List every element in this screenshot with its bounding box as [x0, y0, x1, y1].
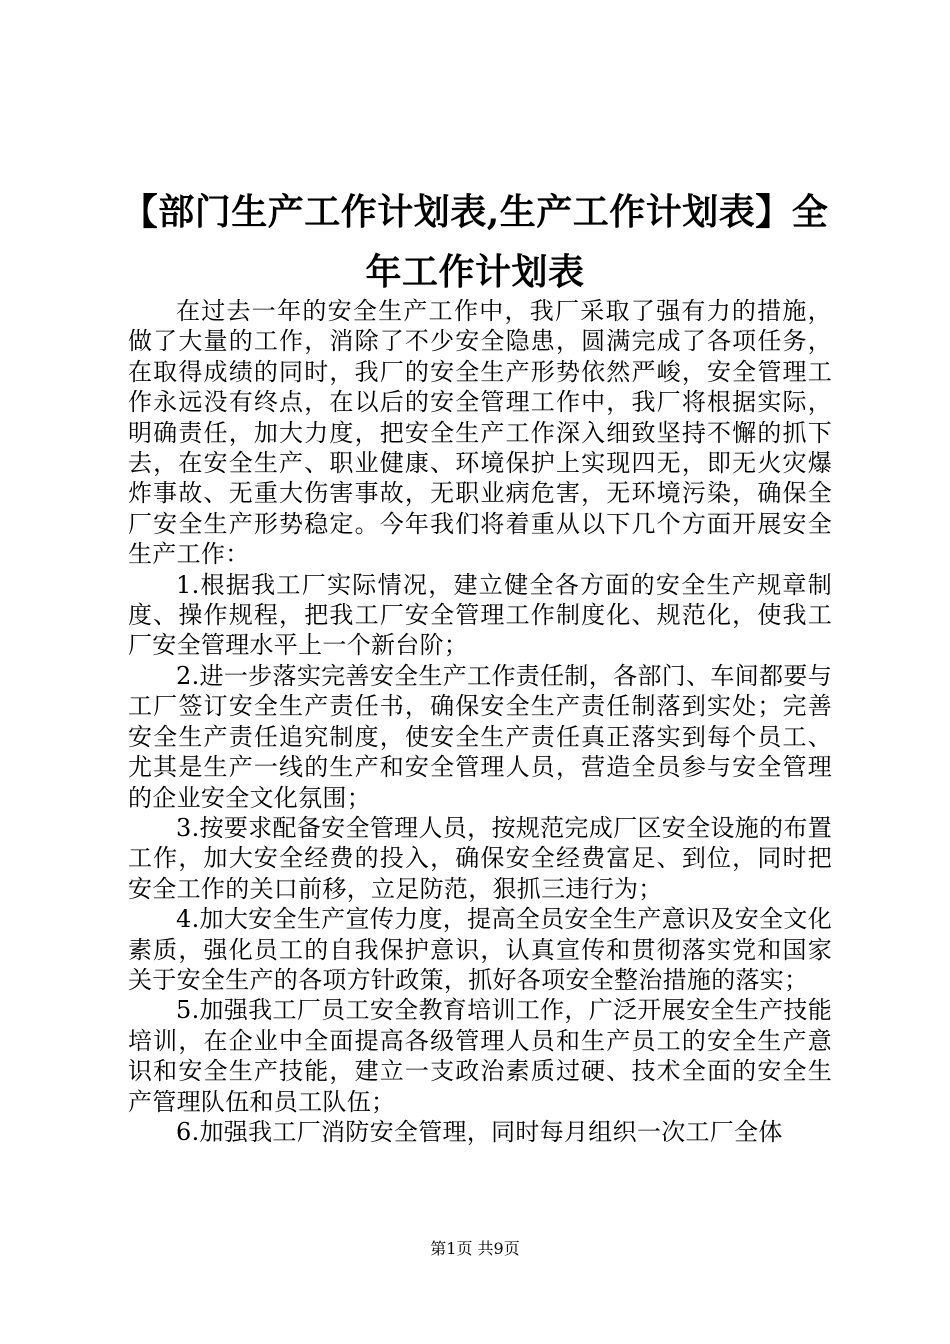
page-number: 第1页 共9页: [430, 1239, 520, 1258]
list-item-6: 6.加强我工厂消防安全管理，同时每月组织一次工厂全体: [176, 1117, 783, 1146]
document-title: 【部门生产工作计划表,生产工作计划表】全年工作计划表: [121, 191, 829, 294]
document-body: [128, 296, 832, 1147]
list-item-5: 5.加强我工厂员工安全教育培训工作，广泛开展安全生产技能培训，在企业中全面提高各级管理人员和生产员工的安全生产意识和安全生产技能，建立一支政治素质过硬、技术全面的安全生产管理队伍和员工队伍；: [128, 996, 832, 1116]
list-item-2: 2.进一步落实完善安全生产工作责任制，各部门、车间都要与工厂签订安全生产责任书，确保安全生产责任制落到实处；完善安全生产责任追究制度，使安全生产责任真正落实到每个员工、尤其是生产一线的生产和安全管理人员，营造全员参与安全管理的企业安全文化氛围；: [128, 661, 832, 812]
list-item-1: 1.根据我工厂实际情况，建立健全各方面的安全生产规章制度、操作规程，把我工厂安全管理工作制度化、规范化，使我工厂安全管理水平上一个新台阶；: [128, 570, 832, 660]
list-item-4: 4.加大安全生产宣传力度，提高全员安全生产意识及安全文化素质，强化员工的自我保护意识，认真宣传和贯彻落实党和国家关于安全生产的各项方针政策，抓好各项安全整治措施的落实；: [128, 905, 832, 994]
intro-paragraph: 在过去一年的安全生产工作中，我厂采取了强有力的措施，做了大量的工作，消除了不少安全隐患，圆满完成了各项任务，在取得成绩的同时，我厂的安全生产形势依然严峻，安全管理工作永远没有终点，在以后的安全管理工作中，我厂将根据实际，明确责任，加大力度，把安全生产工作深入细致坚持不懈的抓下去，在安全生产、职业健康、环境保护上实现四无，即无火灾爆炸事故、无重大伤害事故，无职业病危害，无环境污染，确保全厂安全生产形势稳定。今年我们将着重从以下几个方面开展安全生产工作：: [128, 297, 832, 569]
list-item-3: 3.按要求配备安全管理人员，按规范完成厂区安全设施的布置工作，加大安全经费的投入，确保安全经费富足、到位，同时把安全工作的关口前移，立足防范，狠抓三违行为；: [128, 813, 832, 903]
